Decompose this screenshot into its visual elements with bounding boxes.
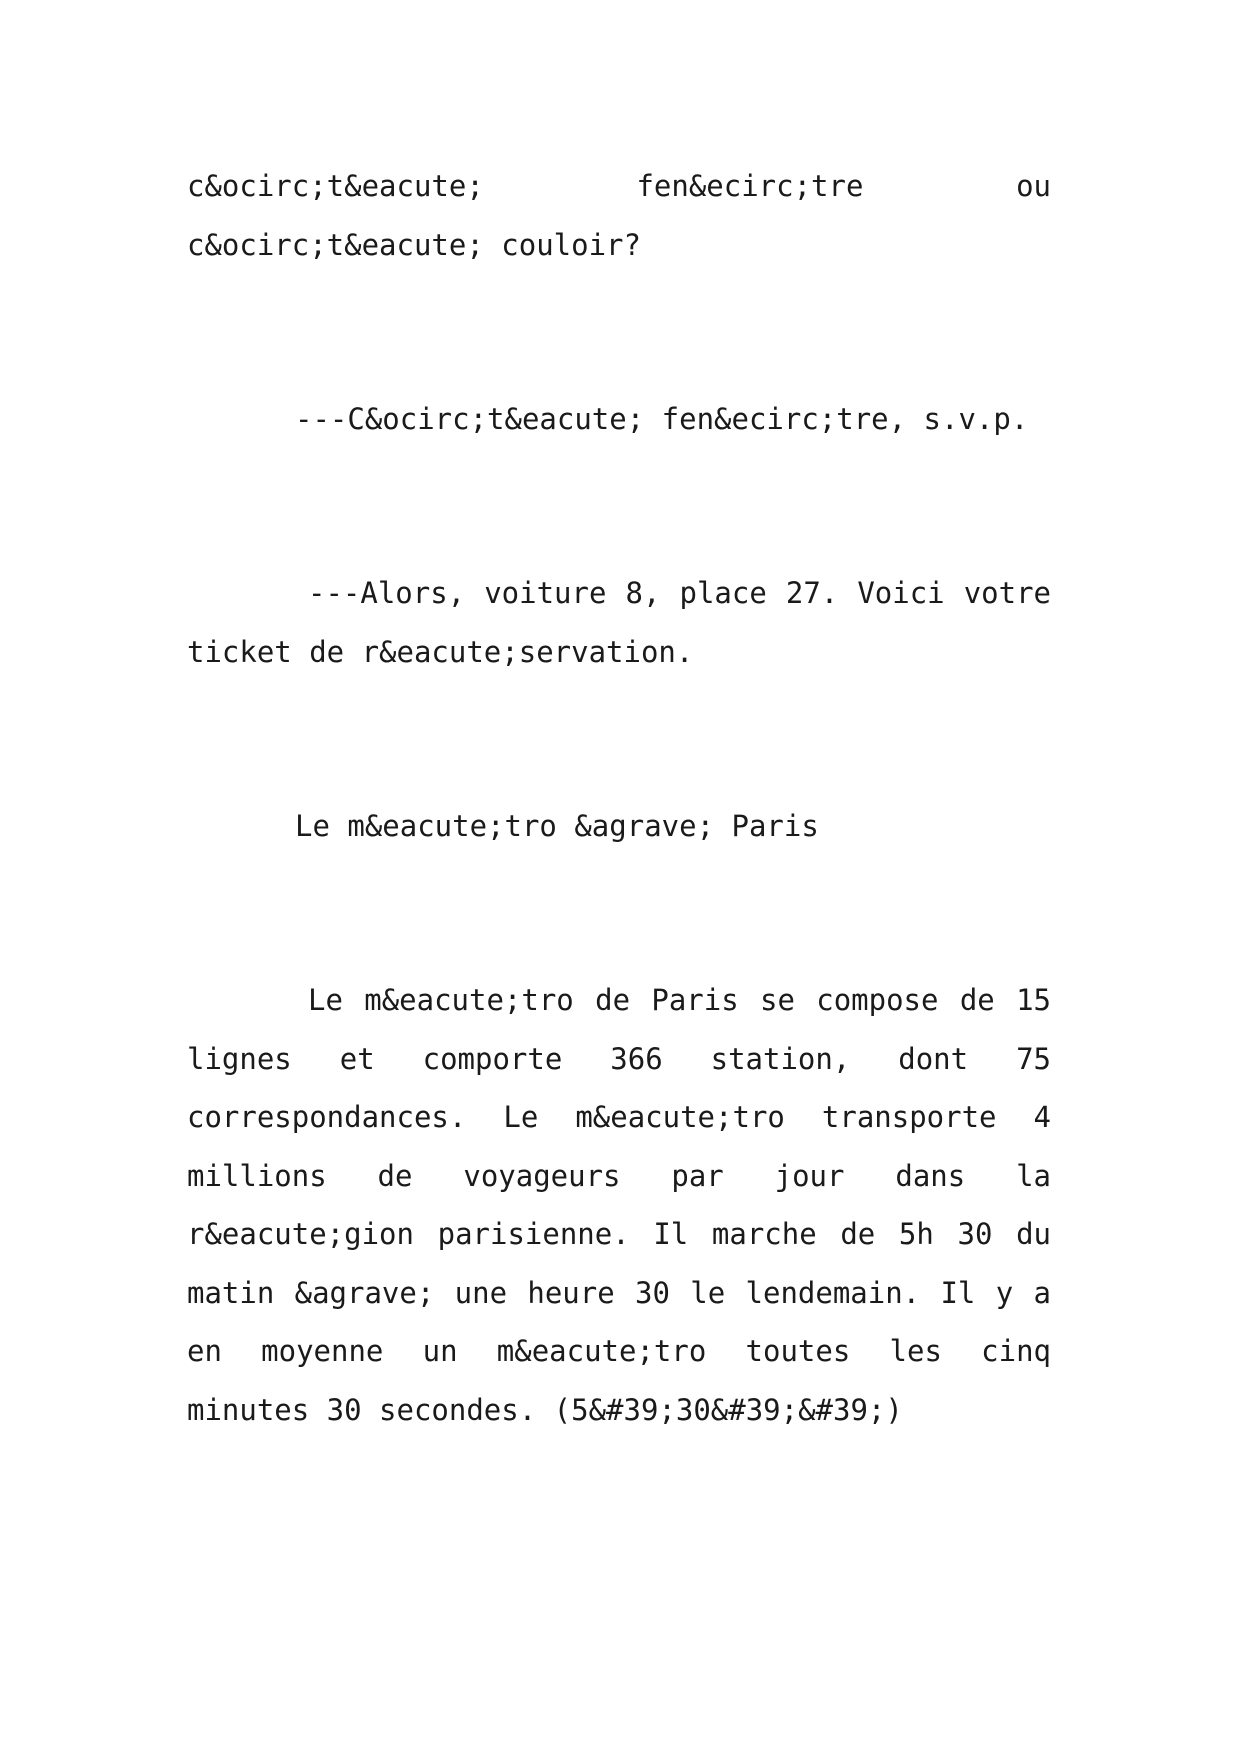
dialogue-reservation-paragraph: ---Alors, voiture 8, place 27. Voici votre ticket de r&eacute;servation.	[187, 576, 1051, 669]
section-heading-metro: Le m&eacute;tro &agrave; Paris	[295, 809, 819, 843]
dialogue-question-paragraph: c&ocirc;t&eacute; fen&ecirc;tre ou c&ocirc;t&eacute; couloir?	[187, 169, 1051, 262]
metro-description-paragraph: Le m&eacute;tro de Paris se compose de 15 lignes et comporte 366 station, dont 75 correspondances. Le m&eacute;tro transporte 4 millions de voyageurs par jour dans la r&eacute;gion parisienne. Il marche de 5h 30 du matin &agrave; une heure 30 le lendemain. Il y a en moyenne un m&eacute;tro toutes les cinq minutes 30 secondes. (5&#39;30&#39;&#39;)	[187, 983, 1051, 1427]
dialogue-answer-window-seat: ---C&ocirc;t&eacute; fen&ecirc;tre, s.v.p.	[295, 402, 1029, 436]
